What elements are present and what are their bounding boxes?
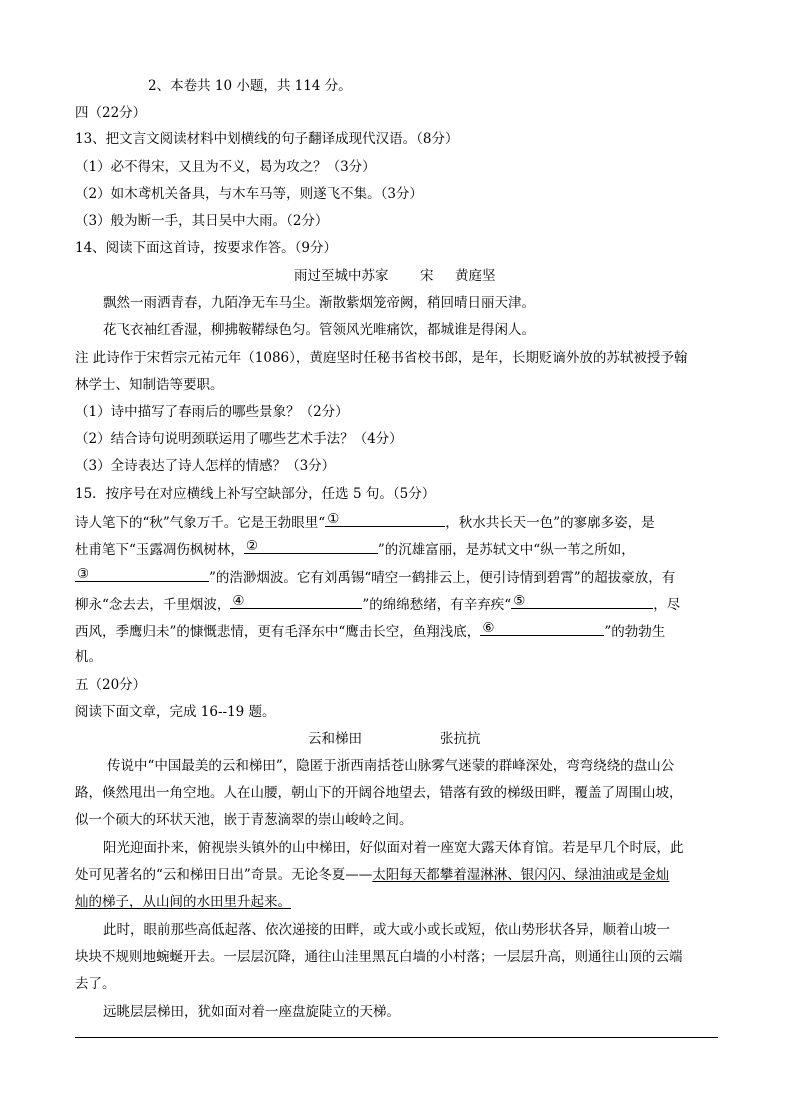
question-14-item-2: （2）结合诗句说明颈联运用了哪些艺术手法？（4分） — [75, 431, 403, 447]
text-segment: ”的勃勃生 — [604, 624, 666, 640]
answer-blank-5[interactable] — [511, 594, 653, 609]
poem-author: 黄庭坚 — [455, 268, 496, 284]
essay-paragraph-3-line-3: 去了。 — [75, 976, 116, 992]
poem-note-line-1: 注 此诗作于宋哲宗元祐元年（1086），黄庭坚时任秘书省校书郎，是年，长期贬谪外放的苏轼被授予翰 — [75, 350, 688, 366]
section-four-heading: 四（22分） — [75, 105, 147, 121]
question-13-item-3: （3）般为断一手，其日吴中大雨。（2分） — [75, 213, 329, 229]
essay-paragraph-1-line-1: 传说中“中国最美的云和梯田”，隐匿于浙西南括苍山脉雾气迷蒙的群峰深处，弯弯绕绕的盘山公 — [107, 758, 675, 774]
question-13: 13、把文言文阅读材料中划横线的句子翻译成现代汉语。（8分） — [75, 131, 459, 147]
essay-paragraph-1-line-3: 似一个硕大的环状天池，嵌于青葱滴翠的崇山峻岭之间。 — [75, 812, 413, 828]
question-13-item-1: （1）必不得宋，又且为不义，曷为攻之？（3分） — [75, 159, 376, 175]
fill-blank-line-1 — [75, 512, 720, 532]
text-segment: ”的沉雄富丽，是苏轼文中“纵一苇之所如， — [377, 542, 635, 558]
text-segment: 处可见著名的“云和梯田日出”奇景。无论冬夏—— — [75, 867, 373, 883]
reading-instruction: 阅读下面文章，完成 16--19 题。 — [75, 704, 276, 720]
poem-note-line-2: 林学士、知制诰等要职。 — [75, 377, 224, 393]
fill-blank-line-5 — [75, 621, 720, 641]
essay-title: 云和梯田 — [308, 731, 362, 747]
text-segment: 杜甫笔下“玉露凋伤枫树林， — [75, 542, 244, 558]
text-segment: ”的浩渺烟波。它有刘禹锡“晴空一鹤排云上，便引诗情到碧霄”的超拔豪放，有 — [209, 570, 676, 586]
section-five-heading: 五（20分） — [75, 677, 147, 693]
blank-number: ⑥ — [482, 620, 495, 636]
question-13-item-2: （2）如木鸢机关备具，与木车马等，则遂飞不集。（3分） — [75, 186, 423, 202]
question-14-item-3: （3）全诗表达了诗人怎样的情感？（3分） — [75, 458, 336, 474]
essay-paragraph-3-line-2: 块块不规则地蜿蜒开去。一层层沉降，通往山洼里黑瓦白墙的小村落；一层层升高，则通往山顶的云端 — [75, 949, 683, 965]
blank-number: ⑤ — [513, 593, 526, 609]
essay-paragraph-2-line-1: 阳光迎面扑来，俯视崇头镇外的山中梯田，好似面对着一座宽大露天体育馆。若是早几个时辰，此 — [103, 840, 684, 856]
answer-blank-2[interactable] — [244, 539, 378, 554]
footer-divider — [75, 1037, 718, 1038]
poem-title: 雨过至城中苏家 — [294, 268, 389, 284]
essay-author: 张抗抗 — [440, 731, 481, 747]
instruction-line: 2、本卷共 10 小题，共 114 分。 — [148, 78, 352, 94]
text-segment: ，秋水共长天一色”的寥廓多姿，是 — [445, 515, 655, 531]
essay-paragraph-3-line-1: 此时，眼前那些高低起落、依次递接的田畔，或大或小或长或短，依山势形状各异，顺着山坡一 — [103, 922, 670, 938]
text-segment: 诗人笔下的“秋”气象万千。它是王勃眼里“ — [75, 515, 326, 531]
text-segment: ，尽 — [653, 597, 681, 613]
blank-number: ③ — [77, 566, 90, 582]
answer-blank-4[interactable] — [230, 594, 362, 609]
essay-paragraph-4-line-1: 远眺层层梯田，犹如面对着一座盘旋陡立的天梯。 — [103, 1004, 400, 1020]
underlined-sentence: 太阳每天都攀着湿淋淋、银闪闪、绿油油或是金灿 — [372, 867, 670, 883]
answer-blank-1[interactable] — [325, 512, 445, 527]
fill-blank-line-4 — [75, 594, 720, 614]
question-14-item-1: （1）诗中描写了春雨后的哪些景象？（2分） — [75, 404, 349, 420]
text-segment: 柳永“念去去，千里烟波， — [75, 597, 231, 613]
blank-number: ② — [245, 538, 259, 554]
answer-blank-6[interactable] — [480, 621, 604, 636]
question-14: 14、阅读下面这首诗，按要求作答。（9分） — [75, 240, 338, 256]
answer-blank-3[interactable] — [75, 567, 209, 582]
essay-paragraph-2-line-3 — [75, 893, 720, 911]
essay-paragraph-2-line-2 — [75, 866, 720, 884]
underlined-sentence: 灿的梯子，从山间的水田里升起来。 — [75, 894, 291, 910]
poem-line-1: 飘然一雨洒青春，九陌净无车马尘。渐散紫烟笼帝阙，稍回晴日丽天津。 — [103, 295, 535, 311]
fill-blank-line-6: 机。 — [75, 649, 102, 665]
text-segment: 西风，季鹰归未”的慷慨悲情，更有毛泽东中“鹰击长空，鱼翔浅底， — [75, 624, 481, 640]
text-segment: ”的绵绵愁绪，有辛弃疾“ — [362, 597, 512, 613]
fill-blank-line-2 — [75, 539, 720, 559]
fill-blank-line-3 — [75, 567, 720, 587]
poem-line-2: 花飞衣袖红香湿，柳拂鞍鞯绿色匀。管领风光唯痛饮，都城谁是得闲人。 — [103, 322, 535, 338]
blank-number: ④ — [232, 593, 245, 609]
blank-number: ① — [327, 511, 340, 527]
poem-dynasty: 宋 — [420, 268, 434, 284]
question-15: 15．按序号在对应横线上补写空缺部分，任选 5 句。（5分） — [75, 486, 436, 502]
essay-paragraph-1-line-2: 路，倏然甩出一角空地。人在山腰，朝山下的开阔谷地望去，错落有致的梯级田畔，覆盖了周围山坡， — [75, 785, 683, 801]
